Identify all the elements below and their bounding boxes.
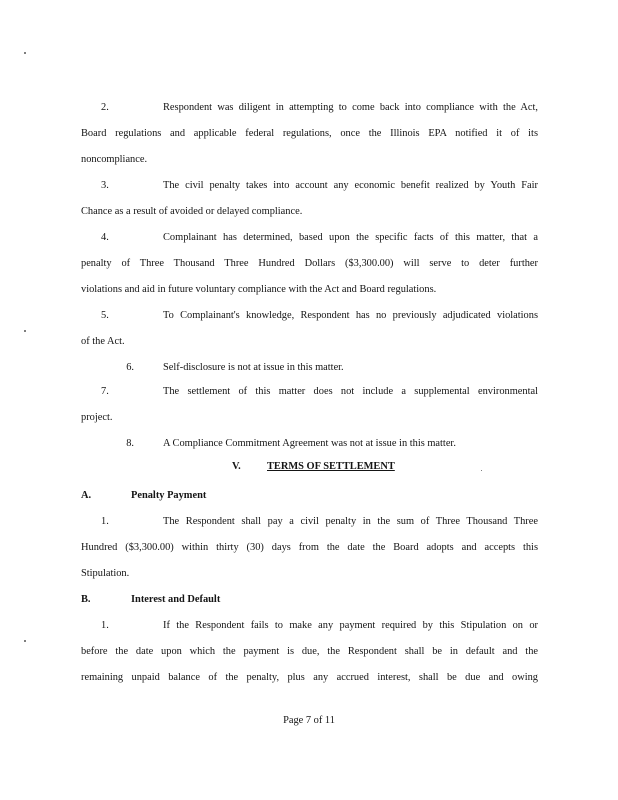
paragraph-number: 3. (101, 180, 109, 191)
subsection-b-item-1-line-3: remaining unpaid balance of the penalty, plus any accrued interest, shall be due and owing (81, 672, 538, 683)
scan-speck (24, 330, 26, 332)
page-number: Page 7 of 11 (283, 715, 335, 726)
paragraph-text: Respondent was diligent in attempting to come back into compliance with the Act, (163, 102, 538, 113)
paragraph-3-line-1 (81, 179, 538, 192)
subsection-letter: B. (81, 594, 91, 605)
paragraph-5-line-1 (81, 309, 538, 322)
paragraph-text: The settlement of this matter does not include a supplemental environmental (163, 386, 538, 397)
scan-speck (24, 52, 26, 54)
paragraph-7-line-2: project. (81, 412, 113, 423)
paragraph-text: A Compliance Commitment Agreement was not at issue in this matter. (163, 438, 456, 449)
paragraph-text: The Respondent shall pay a civil penalty in the sum of Three Thousand Three (163, 516, 538, 527)
paragraph-4-line-3: violations and aid in future voluntary compliance with the Act and Board regulations. (81, 284, 437, 295)
paragraph-text: Complainant has determined, based upon the specific facts of this matter, that a (163, 232, 538, 243)
scan-speck (481, 470, 482, 471)
paragraph-6-line-1 (81, 361, 538, 374)
paragraph-number: 2. (101, 102, 109, 113)
subsection-b-item-1-line-1 (81, 619, 538, 632)
subsection-a-heading (81, 489, 538, 502)
paragraph-4-line-1 (81, 231, 538, 244)
paragraph-2-line-3: noncompliance. (81, 154, 148, 165)
paragraph-text: Self-disclosure is not at issue in this matter. (163, 362, 344, 373)
paragraph-2-line-1 (81, 101, 538, 114)
paragraph-number: 7. (101, 386, 109, 397)
paragraph-number: 8. (126, 438, 134, 449)
scan-speck (24, 640, 26, 642)
subsection-b-heading (81, 593, 538, 606)
subsection-b-item-1-line-2: before the date upon which the payment is due, the Respondent shall be in default and the (81, 646, 538, 657)
paragraph-number: 5. (101, 310, 109, 321)
paragraph-2-line-2: Board regulations and applicable federal regulations, once the Illinois EPA notified it of its (81, 128, 538, 139)
paragraph-5-line-2: of the Act. (81, 336, 125, 347)
paragraph-text: If the Respondent fails to make any payment required by this Stipulation on or (163, 620, 538, 631)
paragraph-text: To Complainant's knowledge, Respondent has no previously adjudicated violations (163, 310, 538, 321)
paragraph-number: 1. (101, 516, 109, 527)
paragraph-number: 1. (101, 620, 109, 631)
paragraph-4-line-2: penalty of Three Thousand Three Hundred Dollars ($3,300.00) will serve to deter further (81, 258, 538, 269)
section-numeral: V. (232, 461, 241, 472)
subsection-a-item-1-line-3: Stipulation. (81, 568, 130, 579)
paragraph-3-line-2: Chance as a result of avoided or delayed compliance. (81, 206, 303, 217)
paragraph-text: The civil penalty takes into account any economic benefit realized by Youth Fair (163, 180, 538, 191)
paragraph-7-line-1 (81, 385, 538, 398)
subsection-a-item-1-line-2: Hundred ($3,300.00) within thirty (30) days from the date the Board adopts and accepts this (81, 542, 538, 553)
paragraph-number: 4. (101, 232, 109, 243)
section-title: TERMS OF SETTLEMENT (267, 461, 395, 472)
subsection-title: Penalty Payment (131, 490, 207, 501)
paragraph-8-line-1 (81, 437, 538, 450)
section-heading (232, 460, 395, 473)
subsection-title: Interest and Default (131, 594, 221, 605)
subsection-a-item-1-line-1 (81, 515, 538, 528)
subsection-letter: A. (81, 490, 92, 501)
paragraph-number: 6. (126, 362, 134, 373)
